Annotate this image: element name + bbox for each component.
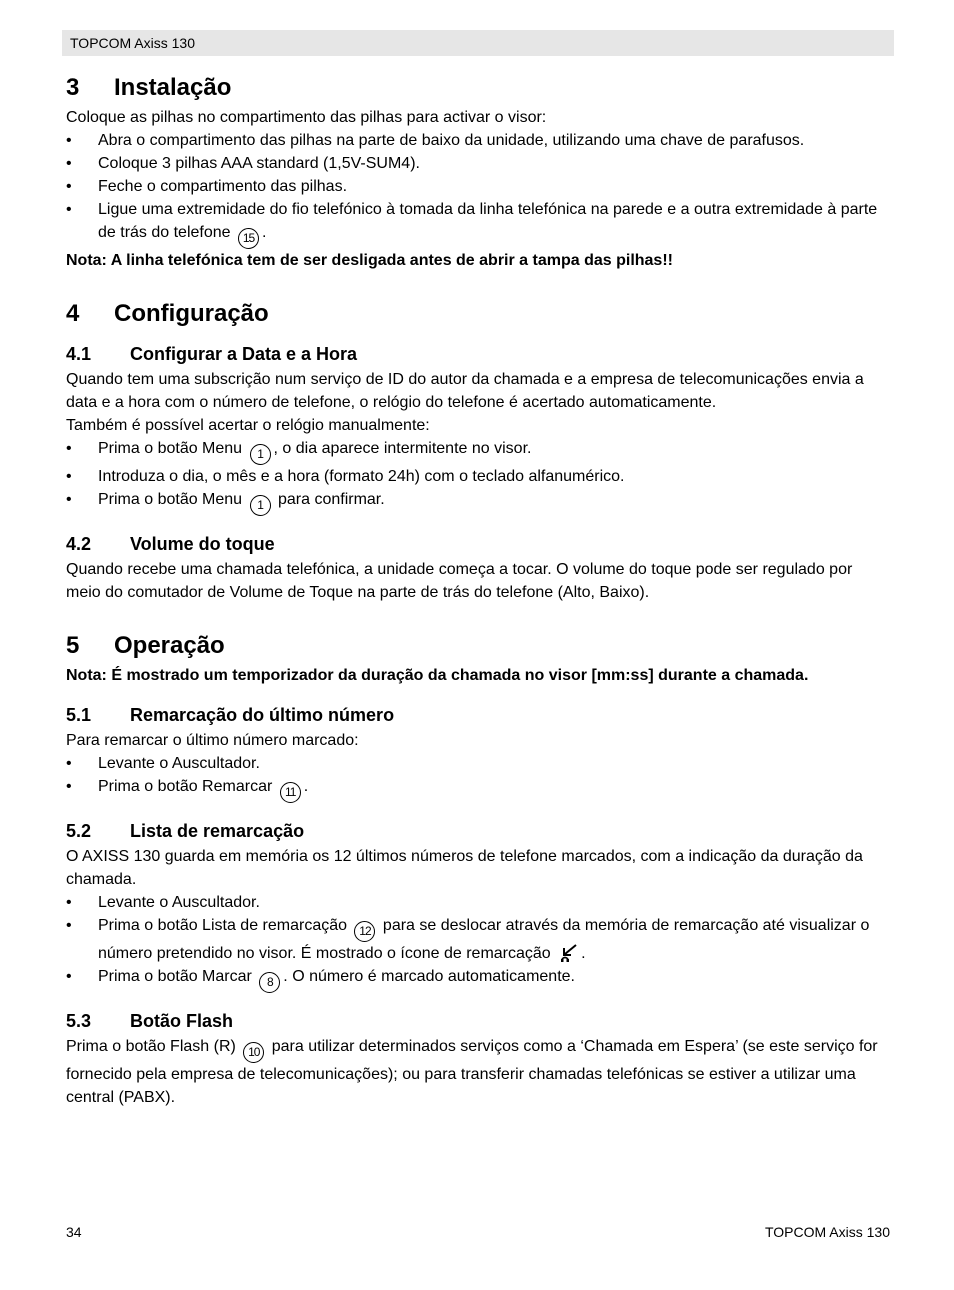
- paragraph: Para remarcar o último número marcado:: [66, 732, 359, 749]
- subsection-number: 5.1: [66, 705, 92, 725]
- redial-icon: [557, 942, 579, 964]
- section-title: Operação: [114, 632, 225, 659]
- text: para confirmar.: [277, 491, 385, 508]
- subsection-title: Lista de remarcação: [130, 821, 305, 841]
- text: .: [581, 945, 586, 962]
- list-item: [66, 437, 890, 465]
- page-footer: [66, 1222, 890, 1242]
- section-5-heading: [66, 628, 890, 664]
- subsection-5-2-heading: [66, 817, 890, 845]
- section-title: Configuração: [114, 300, 269, 327]
- document-body: [66, 70, 890, 1109]
- subsection-5-3-heading: [66, 1007, 890, 1035]
- subsection-number: 4.1: [66, 344, 92, 364]
- text: Prima o botão Lista de remarcação: [98, 917, 348, 934]
- circled-number-icon: 10: [243, 1042, 264, 1063]
- subsection-title: Volume do toque: [130, 534, 275, 554]
- paragraph: [66, 1035, 890, 1109]
- footer-title: TOPCOM Axiss 130: [764, 1224, 890, 1240]
- list-item: [66, 198, 890, 249]
- subsection-number: 5.3: [66, 1011, 92, 1031]
- subsection-4-1-heading: [66, 340, 890, 368]
- text: Prima o botão Menu: [98, 491, 243, 508]
- paragraph: O AXISS 130 guarda em memória os 12 últimos números de telefone marcados, com a indicação da duração da chamada.: [66, 848, 863, 888]
- subsection-number: 5.2: [66, 821, 92, 841]
- text: . O número é marcado automaticamente.: [283, 968, 575, 985]
- text: Prima o botão Menu: [98, 440, 243, 457]
- paragraph: Coloque as pilhas no compartimento das pilhas para activar o visor:: [66, 109, 547, 126]
- list-item: • Coloque 3 pilhas AAA standard (1,5V-SUM4).: [66, 152, 890, 175]
- paragraph: Quando tem uma subscrição num serviço de ID do autor da chamada e a empresa de telecomunicações envia a data e a hora com o número de telefone, o relógio do telefone é acertado automaticamente.: [66, 371, 864, 411]
- text: .: [262, 224, 267, 241]
- list-item: • Levante o Auscultador.: [66, 752, 890, 775]
- circled-number-icon: 1: [250, 444, 271, 465]
- paragraph: Também é possível acertar o relógio manualmente:: [66, 417, 430, 434]
- subsection-title: Remarcação do último número: [130, 705, 395, 725]
- page-header: [62, 30, 894, 56]
- list-item: [66, 914, 890, 965]
- section-4-heading: [66, 296, 890, 332]
- circled-number-icon: 8: [259, 972, 280, 993]
- list-item: [66, 965, 890, 993]
- note: Nota: É mostrado um temporizador da duração da chamada no visor [mm:ss] durante a chamada.: [66, 667, 809, 684]
- text: , o dia aparece intermitente no visor.: [273, 440, 532, 457]
- bullet-list: [66, 437, 890, 516]
- list-item: • Abra o compartimento das pilhas na parte de baixo da unidade, utilizando uma chave de parafusos.: [66, 129, 890, 152]
- list-item: [66, 488, 890, 516]
- text: Prima o botão Remarcar: [98, 778, 273, 795]
- subsection-4-2-heading: [66, 530, 890, 558]
- circled-number-icon: 1: [250, 495, 271, 516]
- circled-number-icon: 12: [354, 921, 375, 942]
- circled-number-icon: 11: [280, 782, 301, 803]
- text: para se deslocar através da memória de remarcação até visualizar o número pretendido no visor. É mostrado o ícone de remarcação: [98, 917, 870, 962]
- text: para utilizar determinados serviços como a ‘Chamada em Espera’ (se este serviço for fornecido pela empresa de telecomunicações); ou para transferir chamadas telefónicas se estiver a utilizar uma central (PABX).: [66, 1038, 878, 1106]
- subsection-5-1-heading: [66, 701, 890, 729]
- section-3-heading: [66, 70, 890, 106]
- header-title: TOPCOM Axiss 130: [70, 35, 196, 51]
- text: Prima o botão Marcar: [98, 968, 252, 985]
- subsection-title: Botão Flash: [130, 1011, 234, 1031]
- section-number: 4: [66, 300, 80, 327]
- section-title: Instalação: [114, 74, 232, 101]
- bullet-list: [66, 129, 890, 249]
- note: Nota: A linha telefónica tem de ser desligada antes de abrir a tampa das pilhas!!: [66, 252, 673, 269]
- subsection-number: 4.2: [66, 534, 92, 554]
- text: Prima o botão Flash (R): [66, 1038, 236, 1055]
- list-item: • Levante o Auscultador.: [66, 891, 890, 914]
- bullet-list: [66, 752, 890, 803]
- text: Ligue uma extremidade do fio telefónico à tomada da linha telefónica na parede e a outra extremidade à parte de trás do telefone: [98, 201, 878, 241]
- section-number: 5: [66, 632, 80, 659]
- bullet-list: [66, 891, 890, 993]
- page-number: 34: [66, 1224, 82, 1240]
- list-item: [66, 775, 890, 803]
- circled-number-icon: 15: [238, 228, 259, 249]
- list-item: • Feche o compartimento das pilhas.: [66, 175, 890, 198]
- paragraph: Quando recebe uma chamada telefónica, a unidade começa a tocar. O volume do toque pode ser regulado por meio do comutador de Volume de Toque na parte de trás do telefone (Alto, Baixo).: [66, 561, 853, 601]
- section-number: 3: [66, 74, 80, 101]
- list-item: • Introduza o dia, o mês e a hora (formato 24h) com o teclado alfanumérico.: [66, 465, 890, 488]
- subsection-title: Configurar a Data e a Hora: [130, 344, 358, 364]
- text: .: [303, 778, 309, 795]
